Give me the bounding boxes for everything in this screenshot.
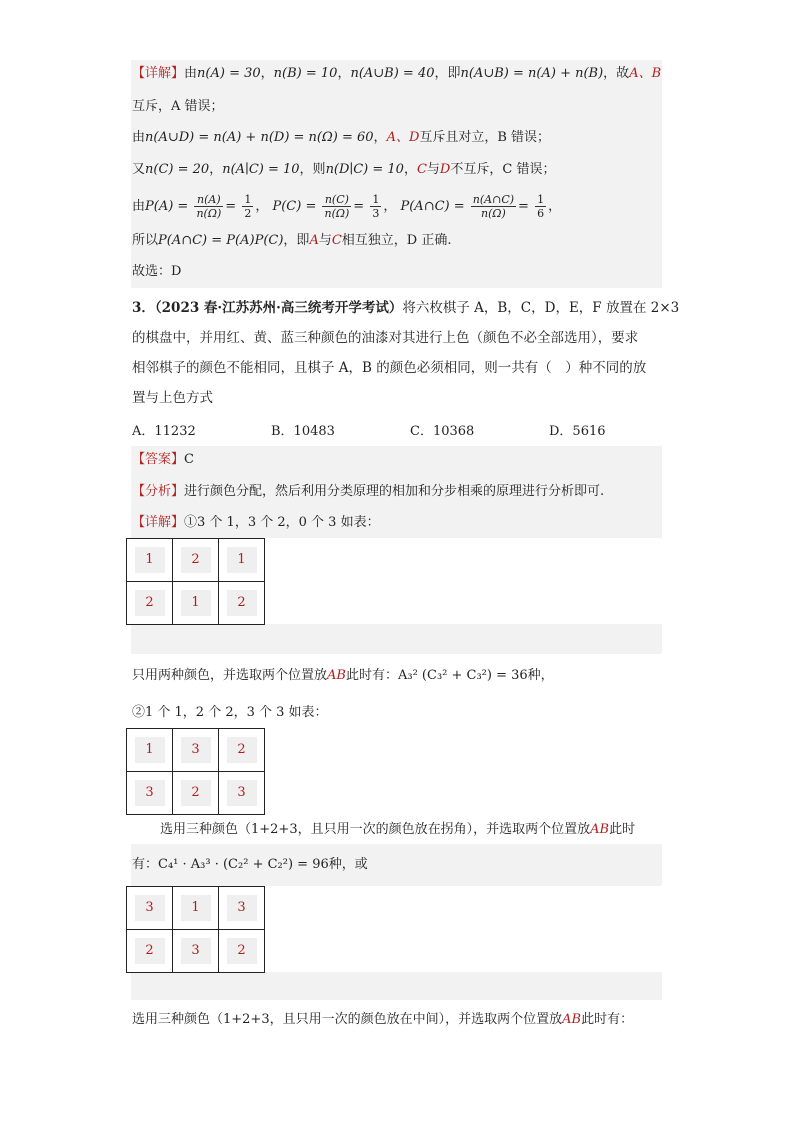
question-number: 3．	[132, 300, 155, 316]
detail-label: 【详解】	[132, 515, 185, 530]
option-b: B．10483	[271, 424, 335, 439]
text-2-line-1: 选用三种颜色（1+2+3，且只用一次的颜色放在拐角），并选取两个位置放AB此时	[160, 822, 636, 837]
color-table-3: 3 1 3 2 3 2	[126, 886, 265, 973]
question-3-line-4: 置与上色方式	[132, 390, 213, 406]
formula: A₃² (C₃² + C₃²) = 36	[397, 668, 528, 683]
option-c: C．10368	[410, 424, 475, 439]
formula: C₄¹ · A₃³ · (C₂² + C₂²) = 96	[158, 857, 329, 872]
detail-line-6: 所以P(A∩C) = P(A)P(C)，即A与C相互独立，D 正确.	[132, 233, 452, 248]
detail-label: 【详解】	[132, 66, 185, 81]
detail-line-5: 由P(A) = $\frac{n(A)}{n(\Omega)}$ = $\frac{1}{2}$ ， P(C) = $\frac{n(C)}{n(\Omega)}$ = $\frac{1}{3}$ ， P(A∩C) = $\frac{n(A\cap C)}{n(\Omega)}$ = $\frac{1}{6}$ ，	[132, 193, 562, 220]
answer-label: 【答案】	[132, 452, 185, 467]
fraction: $\frac{1}{2}$	[244, 193, 252, 220]
analysis-label: 【分析】	[132, 484, 185, 499]
option-d: D．5616	[549, 424, 606, 439]
question-3-line-3: 相邻棋子的颜色不能相同，且棋子 A，B 的颜色必须相同，则一共有（ ）种不同的放	[132, 360, 647, 376]
question-source: （2023 春·江苏苏州·高三统考开学考试）	[154, 300, 403, 316]
text-2-line-2: 有：C₄¹ · A₃³ · (C₂² + C₂²) = 96种，或	[132, 857, 368, 872]
detail-line-3: 由n(A∪D) = n(A) + n(D) = n(Ω) = 60，A、D互斥且对立，B 错误；	[132, 130, 551, 145]
text-3: 选用三种颜色（1+2+3，且只用一次的颜色放在中间），并选取两个位置放AB此时有：	[132, 1012, 634, 1027]
text-1: 只用两种颜色，并选取两个位置放AB此时有：A₃² (C₃² + C₃²) = 36种，	[132, 668, 554, 683]
question-3-line-1: 3．（2023 春·江苏苏州·高三统考开学考试）将六枚棋子 A，B，C，D，E，F 放置在 2×3	[132, 300, 680, 316]
color-table-1: 1 2 1 2 1 2	[126, 538, 265, 625]
color-table-2: 1 3 2 3 2 3	[126, 728, 265, 815]
detail-line-4: 又n(C) = 20，n(A∣C) = 10，则n(D∣C) = 10，C与D不互斥，C 错误；	[132, 162, 556, 177]
detail-line: 【详解】①3 个 1，3 个 2，0 个 3 如表：	[132, 515, 380, 530]
question-3-line-2: 的棋盘中，并用红、黄、蓝三种颜色的油漆对其进行上色（颜色不必全部选用），要求	[132, 330, 639, 346]
detail-line-2: 互斥，A 错误；	[132, 99, 224, 114]
choose-line: 故选：D	[132, 264, 182, 279]
fraction: $\frac{n(A\cap C)}{n(\Omega)}$	[472, 193, 515, 220]
table-spacer-background	[131, 624, 662, 654]
table-spacer-background-2	[131, 972, 662, 1000]
fraction: $\frac{n(A)}{n(\Omega)}$	[196, 193, 222, 220]
detail-line-1: 【详解】由n(A) = 30，n(B) = 10，n(A∪B) = 40，即n(A∪B) = n(A) + n(B)，故A、B	[132, 66, 662, 81]
answer-value: C	[184, 452, 194, 467]
fraction: $\frac{1}{3}$	[372, 193, 380, 220]
case-2-line: ②1 个 1，2 个 2，3 个 3 如表：	[132, 705, 328, 720]
option-a: A．11232	[132, 424, 196, 439]
answer-line	[132, 450, 194, 470]
analysis-line: 【分析】进行颜色分配，然后利用分类原理的相加和分步相乘的原理进行分析即可.	[132, 484, 605, 499]
fraction: $\frac{1}{6}$	[537, 193, 545, 220]
fraction: $\frac{n(C)}{n(\Omega)}$	[324, 193, 350, 220]
